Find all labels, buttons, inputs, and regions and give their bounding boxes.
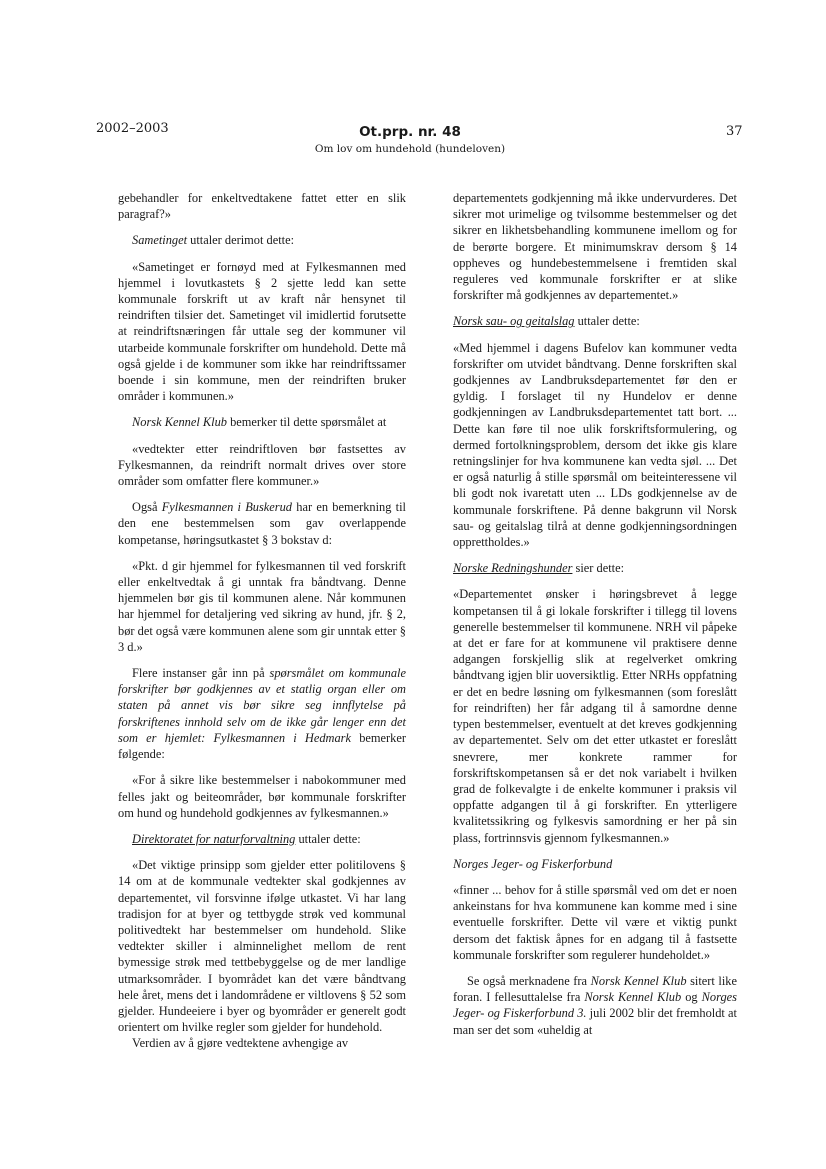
page-number: 37 (726, 124, 743, 139)
paragraph (453, 856, 737, 872)
text: Se også merknadene fra (467, 973, 591, 988)
emphasized-text: spørsmålet om kommunale forskrifter bør godkjennes av et statlig organ eller om staten på annet vis bør sikre seg innflytelse på forskriftenes innhold selv om de ikke går lenger enn det som er hjemlet: Fylkesmannen i Hedmark (118, 666, 407, 745)
text: har en bemerkning til den ene bestemmelsen som gav overlappende kompetanse, høringsutkastet § 3 bokstav d: (118, 500, 407, 547)
organization-name: Norske Redningshunder (453, 561, 573, 576)
text: uttaler derimot dette: (187, 233, 295, 248)
quote: «Med hjemmel i dagens Bufelov kan kommuner vedta forskrifter om utvidet båndtvang. Denne forskriften skal godkjennes av Landbruksdepartementet før den er gyldig. I forslaget til ny Hundelov er denne godkjenningen av Landbruksdepartementet tatt bort. ... Dette kan føre til noe ulik forskriftsformulering, og dermed fortolkningsproblem, dersom det ikke gis klare retningslinjer for hva kommunene kan vedta sjøl. ... Det er også naturlig å stille spørsmål om beiteinteressene vil bli godt nok ivaretatt uten ... LDs godkjennelse av de kommunale forskriftene. På denne bakgrunn vil Norsk sau- og geitalslag tilrå at denne godkjenningsordningen opprettholdes.» (453, 340, 737, 550)
text: Flere instanser går inn på (132, 666, 270, 681)
header-center (260, 124, 560, 155)
paragraph (453, 973, 737, 1038)
quote: «finner ... behov for å stille spørsmål ved om det er noen ankeinstans for hva kommunene kan komme med i sine eventuelle forskrifter. Dette vil være et viktig punkt dersom det faktisk åpnes for en adgang til å fastsette kommunale forskrifter som regulerer hundeholdet.» (453, 882, 737, 962)
organization-name: Fylkesmannen i Buskerud (161, 500, 293, 515)
text: uttaler dette: (295, 831, 361, 846)
paragraph (453, 313, 737, 329)
organization-name: Sametinget (132, 233, 188, 248)
right-column (453, 190, 737, 1048)
organization-name: Norsk Kennel Klub (132, 415, 227, 430)
paragraph (118, 232, 406, 248)
quote: «Departementet ønsker i høringsbrevet å legge kompetansen til å gi lokale forskrifter i tillegg til lovens generelle bestemmelser til kommunene. NRH vil påpeke at det er fare for at kommunene vil praktisere denne adgangen forskjellig slik at regelverket omkring båndtvang igjen blir uoversiktlig. Etter NRHs oppfatning er det en bedre løsning om fylkesmannen (som foreslått for reindriften) her får adgang til å samordne denne typen bestemmelser, eventuelt at det kreves godkjenning av departementet. Selv om det etter utkastet er foreslått snevrere, mer konkrete rammer for forskriftskompetansen så er det nok variabelt i hvilken grad de folkevalgte i de enkelte kommuner i praksis vil oppfatte adgangen til å gi forskrifter. En ytterligere kvalitetssikring og fylkesvis samordning er her på sin plass, fortrinnsvis gjennom fylkesmannen.» (453, 587, 737, 845)
paragraph: gebehandler for enkeltvedtakene fattet etter en slik paragraf?» (118, 191, 406, 222)
document-title: Ot.prp. nr. 48 (359, 124, 461, 140)
text: Også (132, 500, 162, 515)
quote-continuation: Verdien av å gjøre vedtektene avhengige av (132, 1036, 349, 1051)
text: og (681, 990, 702, 1005)
text: sitert like foran. I fellesuttalelse fra (453, 973, 737, 1005)
left-column (118, 190, 406, 1062)
organization-name: Direktoratet for naturforvaltning (132, 831, 296, 846)
quote: «For å sikre like bestemmelser i nabokommuner med felles jakt og beiteområder, bør kommunale forskrifter om hund og hundehold godkjennes av fylkesmannen.» (118, 773, 406, 820)
document-subtitle: Om lov om hundehold (hundeloven) (314, 143, 506, 155)
quote: «Pkt. d gir hjemmel for fylkesmannen til ved forskrift eller enkeltvedtak å gi unntak fra båndtvang. Denne hjemmelen bør gis til kommunen alene. Når kommunen har hjemmel for detaljering ved sikring av hund, jfr. § 2, bør det også være kommunen alene som gir unntak etter § 3 d.» (118, 558, 406, 654)
paragraph (453, 560, 737, 576)
quote: «vedtekter etter reindriftloven bør fastsettes av Fylkesmannen, da reindrift normalt drives over store områder som omfatter flere kommuner.» (118, 441, 406, 489)
organization-name: Norsk Kennel Klub (584, 990, 682, 1005)
quote: «Det viktige prinsipp som gjelder etter politilovens § 14 om at de kommunale vedtekter skal godkjennes av departementet, vil forsvinne ifølge utkastet. Vi har lang tradisjon for at byer og tettbygde strøk ved kommunal politivedtekt har bestemmelser om hundehold. Slike vedtekter skiller i alminnelighet mellom de rent bymessige strøk med tettbebyggelse og de mer landlige utmarksområder. I byområdet kan det være båndtvang hele året, mens det i landområdene er viltlovens § 52 som gjelder. Hundeeiere i byer og byområder er generelt godt orientert om hvilke regler som gjelder for hundehold. (118, 858, 406, 1035)
paragraph (118, 665, 406, 762)
quote-continuation: departementets godkjenning må ikke undervurderes. Det sikrer mot urimelige og tvilsomme bestemmelser og det sikrer en likhetsbehandling kommunene imellom og for de berørte borgere. Et minimumskrav dersom § 14 oppheves og hundebestemmelsene i fremtiden skal reguleres ved kommunale forskrifter er at slike forskrifter må godkjennes av departementet.» (453, 191, 737, 303)
text: bemerker følgende: (118, 730, 406, 762)
organization-name: Norges Jeger- og Fiskerforbund (453, 856, 613, 871)
quote: «Sametinget er fornøyd med at Fylkesmannen med hjemmel i lovutkastets § 2 sjette ledd kan sette kommunale forskrift ut av kraft når hensynet til reindriften tilsier det. Sametinget vil imidlertid forutsette at reindriftsnæringen får uttale seg der kommuner vil utarbeide kommunale forskrifter om hundehold. Dette må også gjelde i de kommuner som ikke har reindriftssamer boende i sin kommune, men der reindriften bruker områder i kommunen.» (118, 259, 406, 404)
organization-name: Norsk Kennel Klub (590, 973, 687, 988)
text: juli 2002 blir det fremholdt at man ser det som «uheldig at (453, 1006, 737, 1037)
paragraph (118, 831, 406, 847)
paragraph (118, 499, 406, 548)
text: uttaler dette: (574, 314, 640, 329)
organization-name: Norsk sau- og geitalslag (453, 314, 575, 329)
header-year: 2002–2003 (96, 121, 169, 136)
text: sier dette: (572, 561, 625, 576)
text: bemerker til dette spørsmålet at (227, 415, 387, 430)
paragraph (118, 414, 406, 430)
organization-name: Norges Jeger- og Fiskerforbund 3. (453, 990, 737, 1021)
